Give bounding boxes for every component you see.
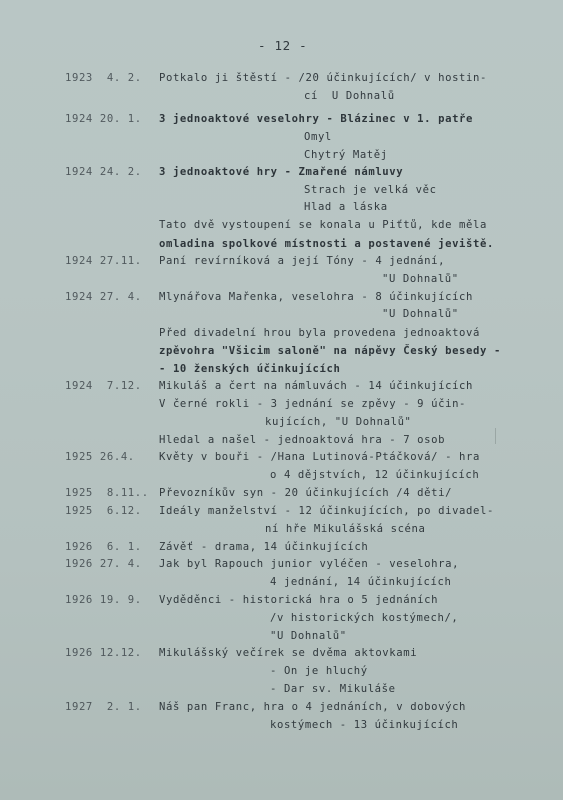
performance-description-line: Hledal a našel - jednoaktová hra - 7 osob <box>159 434 446 446</box>
performance-description-line: Mikulášský večírek se dvěma aktovkami <box>159 647 418 659</box>
performance-date: 1924 27. 4. <box>65 291 142 303</box>
performance-description-line: cí U Dohnalů <box>304 90 395 102</box>
performance-description-line: "U Dohnalů" <box>382 308 459 320</box>
performance-date: 1924 20. 1. <box>65 113 142 125</box>
performance-date: 1925 6.12. <box>65 505 142 517</box>
performance-date: 1925 8.11.. <box>65 487 149 499</box>
page-number: - 12 - <box>258 38 308 53</box>
performance-description-line: kostýmech - 13 účinkujících <box>270 719 459 731</box>
performance-description-line: Závěť - drama, 14 účinkujících <box>159 541 369 553</box>
performance-description-line: Hlad a láska <box>304 201 388 213</box>
performance-description-line: Paní revírníková a její Tóny - 4 jednání, <box>159 255 446 267</box>
performance-note-line: - 10 ženských účinkujících <box>159 363 341 375</box>
performance-date: 1926 12.12. <box>65 647 142 659</box>
performance-description-line: - Dar sv. Mikuláše <box>270 683 396 695</box>
performance-note-line: zpěvohra "Všicim saloně" na nápěvy Český besedy - <box>159 345 501 357</box>
performance-description-line: Mlynářova Mařenka, veselohra - 8 účinkujících <box>159 291 474 303</box>
performance-date: 1925 26.4. <box>65 451 135 463</box>
performance-description-line: "U Dohnalů" <box>382 273 459 285</box>
performance-description-line: Omyl <box>304 131 332 143</box>
performance-description-line: 3 jednoaktové hry - Zmařené námluvy <box>159 166 404 178</box>
performance-description-line: - On je hluchý <box>270 665 368 677</box>
performance-note-line: Tato dvě vystoupení se konala u Piťtů, kde měla <box>159 219 487 231</box>
performance-description-line: ní hře Mikulášská scéna <box>265 523 426 535</box>
performance-date: 1923 4. 2. <box>65 72 142 84</box>
performance-date: 1926 6. 1. <box>65 541 142 553</box>
performance-note-line: omladina spolkové místnosti a postavené jeviště. <box>159 238 494 250</box>
performance-description-line: Ideály manželství - 12 účinkujících, po divadel- <box>159 505 494 517</box>
performance-date: 1927 2. 1. <box>65 701 142 713</box>
performance-description-line: o 4 dějstvích, 12 účinkujících <box>270 469 480 481</box>
performance-description-line: Květy v bouři - /Hana Lutinová-Ptáčková/ - hra <box>159 451 480 463</box>
performance-description-line: Převozníkův syn - 20 účinkujících /4 děti/ <box>159 487 453 499</box>
performance-description-line: Potkalo ji štěstí - /20 účinkujících/ v hostin- <box>159 72 487 84</box>
performance-description-line: Vyděděnci - historická hra o 5 jednáních <box>159 594 439 606</box>
performance-description-line: 4 jednání, 14 účinkujících <box>270 576 452 588</box>
performance-description-line: Jak byl Rapouch junior vyléčen - veselohra, <box>159 558 460 570</box>
performance-description-line: V černé rokli - 3 jednání se zpěvy - 9 účin- <box>159 398 467 410</box>
performance-note-line: Před divadelní hrou byla provedena jednoaktová <box>159 327 480 339</box>
performance-description-line: Strach je velká věc <box>304 184 437 196</box>
performance-date: 1924 24. 2. <box>65 166 142 178</box>
performance-description-line: 3 jednoaktové veselohry - Blázinec v 1. patře <box>159 113 474 125</box>
performance-description-line: Chytrý Matěj <box>304 149 388 161</box>
performance-description-line: "U Dohnalů" <box>270 630 347 642</box>
performance-date: 1924 7.12. <box>65 380 142 392</box>
performance-date: 1926 27. 4. <box>65 558 142 570</box>
performance-date: 1926 19. 9. <box>65 594 142 606</box>
performance-date: 1924 27.11. <box>65 255 142 267</box>
performance-description-line: Mikuláš a čert na námluvách - 14 účinkujících <box>159 380 474 392</box>
ink-mark <box>495 428 496 444</box>
performance-description-line: Náš pan Franc, hra o 4 jednáních, v dobových <box>159 701 467 713</box>
performance-description-line: kujících, "U Dohnalů" <box>265 416 412 428</box>
performance-description-line: /v historických kostýmech/, <box>270 612 459 624</box>
